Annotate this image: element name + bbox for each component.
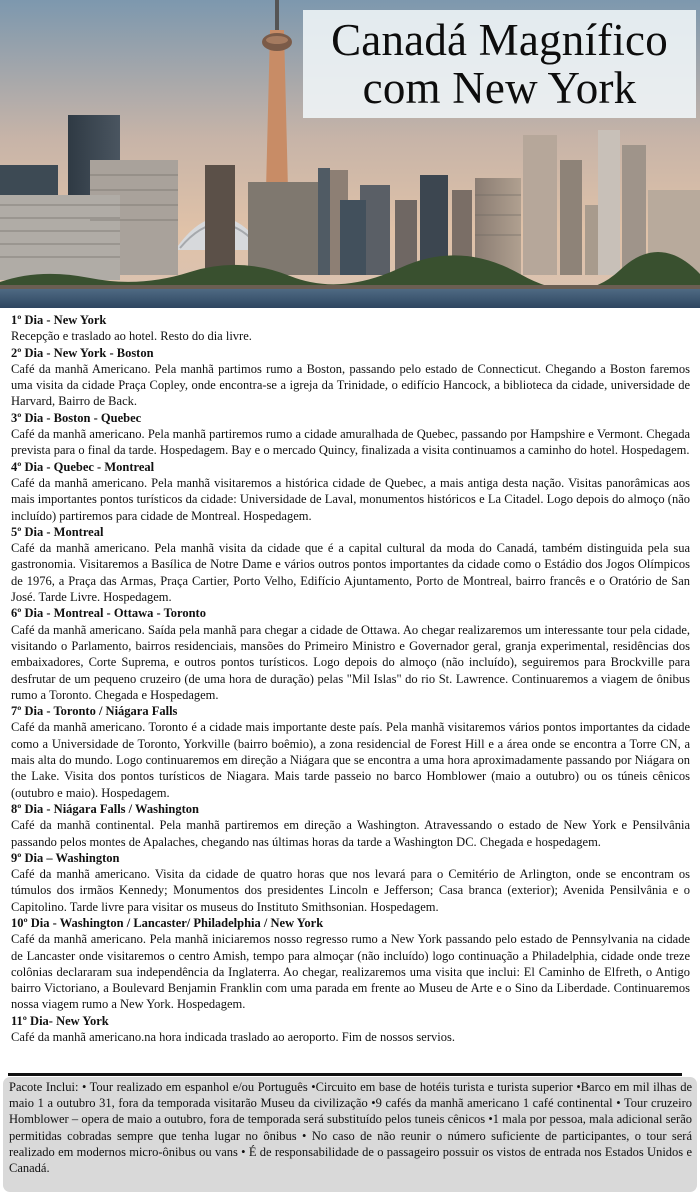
day-title: 2º Dia - New York - Boston xyxy=(11,345,154,360)
day-10 xyxy=(11,915,690,1013)
day-7 xyxy=(11,703,690,801)
day-description: Café da manhã continental. Pela manhã partiremos em direção a Washington. Atravessando o estado de New York e Pensilvânia passando pelos montes de Apalaches, chegando nas últimas horas da tarde a Washington DC. Chegada e hospedagem. xyxy=(11,818,690,849)
page-title-line-1: Canadá Magnífico xyxy=(331,15,668,65)
day-title: 8º Dia - Niágara Falls / Washington xyxy=(11,801,199,816)
day-description: Café da manhã americano. Pela manhã visita da cidade que é a capital cultural da moda do Canadá, também distinguida pela sua gastronomia. Visitaremos a Basílica de Notre Dame e vários outros pontos importantes da cidade como o Estádio dos Jogos Olímpicos de 1976, a Praça das Armas, Praça Cartier, Porto Velho, Edifício Ajuntamento, Porto de Montreal, bairro francês e o Oratório de San José. Tarde Livre. Hospedagem. xyxy=(11,541,690,605)
title-box xyxy=(303,10,696,118)
itinerary xyxy=(11,312,690,1045)
day-title: 4º Dia - Quebec - Montreal xyxy=(11,459,155,474)
day-4 xyxy=(11,459,690,524)
package-includes-text: Pacote Inclui: • Tour realizado em espanhol e/ou Português •Circuito em base de hotéis turista e turista superior •Barco em mil ilhas de maio 1 a outubro 31, fora da temporada visitarão Museu da civilização •9 cafés da manhã americano 1 café continental • Tour cruzeiro Homblower – opera de maio a outubro, fora de temporada será substituído pelos tuneis cênicos •1 mala por pessoa, mala adicional serão permitidas cobradas sempre que tenha lugar no ônibus • No caso de não reunir o número suficiente de participantes, o tour será realizado em modernos micro-ônibus ou vans • É de responsabilidade de o passageiro possuir os vistos de entrada nos Estados Unidos e Canadá. xyxy=(9,1080,692,1176)
day-title: 3º Dia - Boston - Quebec xyxy=(11,410,142,425)
package-includes-box xyxy=(3,1077,697,1192)
day-description: Café da manhã americano. Pela manhã visitaremos a histórica cidade de Quebec, a mais antiga desta nação. Visitas panorâmicas aos mais importantes pontos turísticos da cidade: Universidade de Laval, monumentos históricos e La Citadel. Logo depois do almoço (não incluído) partiremos para cidade de Montreal. Hospedagem. xyxy=(11,475,690,523)
day-description: Café da manhã Americano. Pela manhã partimos rumo a Boston, passando pelo estado de Connecticut. Chegando a Boston faremos uma visita da cidade Praça Copley, onde encontra-se a igreja da Trinidade, o edifício Hancock, a biblioteca da cidade, universidade de Harvard, Bairro de Back. xyxy=(11,361,690,409)
day-5 xyxy=(11,524,690,605)
day-description: Recepção e traslado ao hotel. Resto do dia livre. xyxy=(11,329,252,344)
day-description: Café da manhã americano. Pela manhã iniciaremos nosso regresso rumo a New York passando pelo estado de Pennsylvania na cidade de Lancaster onde visitaremos o centro Amish, tempo para almoçar (não incluído) logo continuação a Philadelphia, cidade onde treze colônias declararam sua independência da Inglaterra. Ao chegar, realizaremos uma visita que inclui: El Caminho de Elfreth, o Antigo bairro Victoriano, a Boulevard Benjamin Franklin com uma parada em frente ao Museu de Arte e o Sino da Liberdade. Continuaremos nossa viagem rumo a New York. Hospedagem. xyxy=(11,932,690,1012)
day-title: 10º Dia - Washington / Lancaster/ Philadelphia / New York xyxy=(11,915,324,930)
day-title: 11º Dia- New York xyxy=(11,1013,109,1028)
divider xyxy=(8,1073,682,1076)
day-9 xyxy=(11,850,690,915)
day-1 xyxy=(11,312,690,345)
day-description: Café da manhã americano. Visita da cidade de quatro horas que nos levará para o Cemitério de Arlington, onde se encontram os túmulos dos irmãos Kennedy; Monumentos dos presidentes Lincoln e Jefferson; Casa branca (exterior); Avenida Pensilvânia e o Capitolino. Tarde livre para visitar os museus do Instituto Smithsonian. Hospedagem. xyxy=(11,867,690,914)
hero-banner xyxy=(0,0,700,308)
day-title: 6º Dia - Montreal - Ottawa - Toronto xyxy=(11,606,206,621)
day-title: 9º Dia – Washington xyxy=(11,850,120,865)
day-8 xyxy=(11,801,690,850)
day-3 xyxy=(11,410,690,459)
day-description: Café da manhã americano. Saída pela manhã para chegar a cidade de Ottawa. Ao chegar realizaremos um interessante tour pela cidade, visitando o Parlamento, bairros residenciais, mansões do Primeiro Ministro e Governador geral, granja experimental, residências dos embaixadores, Corte Suprema, e outros pontos turísticos. Logo depois do almoço (não incluído), seguiremos para Brockville para desfrutar de um pequeno cruzeiro (de uma hora de duração) pelas "Mil Islas" do rio St. Lawrence. Continuaremos a viagem de ônibus rumo a Toronto. Chegada e Hospedagem. xyxy=(11,622,690,702)
day-title: 7º Dia - Toronto / Niágara Falls xyxy=(11,704,178,719)
day-11 xyxy=(11,1013,690,1046)
day-description: Café da manhã americano. Toronto é a cidade mais importante deste país. Pela manhã visitaremos vários pontos importantes da cidade como a Universidade de Toronto, Yorkville (bairro boêmio), a zona residencial de Forest Hill e a área onde se encontra a Torre CN, a mais alta do mundo. Logo continuaremos em direção a Niágara que se encontra a uma hora aproximadamente passando por Niágara on the Lake. Visita dos pontos turísticos de Niagara. Mais tarde passeio no barco Homblower (maio a outubro) ou os túneis cênicos (outubro e maio). Hospedagem. xyxy=(11,720,690,800)
day-title: 1º Dia - New York xyxy=(11,313,107,327)
day-6 xyxy=(11,605,690,703)
day-title: 5º Dia - Montreal xyxy=(11,524,104,539)
day-description: Café da manhã americano.na hora indicada traslado ao aeroporto. Fim de nossos servios. xyxy=(11,1030,455,1045)
day-description: Café da manhã americano. Pela manhã partiremos rumo a cidade amuralhada de Quebec, passando por Hampshire e Vermont. Chegada prevista para o final da tarde. Hospedagem. Bay e o mercado Quincy, finalizada a visita continuamos a caminho do hotel. Hospedagem. xyxy=(11,427,690,458)
page-title-line-2: com New York xyxy=(362,63,637,113)
day-2 xyxy=(11,345,690,410)
